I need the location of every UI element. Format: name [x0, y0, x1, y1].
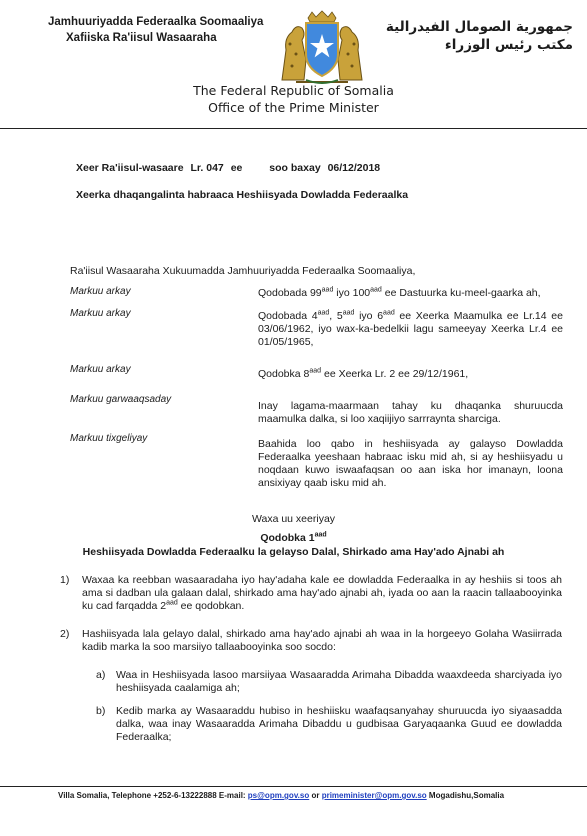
header-country-english: The Federal Republic of Somalia [193, 83, 394, 98]
reference-label: Xeer Ra'iisul-wasaare [76, 162, 184, 174]
article-title: Qodobka $1^{aad}$ [260, 531, 327, 544]
footer-city: Mogadishu,Somalia [426, 791, 505, 800]
consideration-text: Qodobada $99^{aad}$ iyo $100^{aad}$ ee Dastuurka ku-meel-gaarka ah, [258, 286, 541, 299]
consideration-label: Markuu garwaaqsaday [70, 394, 172, 405]
footer-email-link[interactable]: ps@opm.gov.so [247, 791, 310, 800]
consideration-text: Inay lagama-maarmaan tahay ku dhaqanka shuruucda maamulka dalka, si loo xaqiijiyo sarrraynta sharciga. [258, 400, 563, 425]
reference-suffix: ee [230, 162, 243, 174]
subitem-letter: a) [96, 669, 106, 681]
consideration-label: Markuu arkay [70, 286, 131, 297]
article-subitem: Kedib marka ay Wasaaraddu hubiso in heshiisku waafaqsanyahay shuruucda iyo siyaasadda dalka, waa inay Wasaaradda Arimaha Dibaddu u gudbisaa Garyaqaanka Guud ee dowladda Federaalka; [116, 705, 562, 743]
consideration-text: Baahida loo qabo in heshiisyada ay galayso Dowladda Federaalka yeeshaan habraac isku mid ah, si ay heshiisyadu u noqdaan kuwo iswaafaqsan oo aan iska hor imanayn, loona ansixiyay qaab isku mid ah. [258, 438, 563, 489]
header-english [0, 82, 587, 116]
left-leopard-icon [282, 27, 306, 80]
consideration-text: Qodobada $4^{aad}$, $5^{aad}$ iyo $6^{aad}$ ee Xeerka Maamulka ee Lr.14 ee 03/06/1962, iyo wax-ka-bedelkii lagu sameeyay Xeerka Lr.4 ee 01/05/1965, [258, 309, 563, 348]
decree-reference [76, 162, 380, 174]
item-number: 1) [60, 574, 70, 586]
article-subitem: Waa in Heshiisyada lasoo marsiiyaa Wasaaradda Arimaha Dibadda waaxdeeda sharciyada iyo heshiisyada caalamiga ah; [116, 669, 562, 694]
decree-subject: Xeerka dhaqangalinta habraaca Heshiisyada Dowladda Federaalka [76, 189, 409, 201]
decree-intro: Ra'iisul Wasaaraha Xukuumadda Jamhuuriyadda Federaalka Soomaaliya, [70, 265, 416, 277]
consideration-text: Qodobka $8^{aad}$ ee Xeerka Lr. 2 ee 29/12/1961, [258, 367, 469, 380]
header-office-somali: Xafiiska Ra'iisul Wasaaraha [66, 32, 217, 44]
footer-or: or [309, 791, 322, 800]
header-country-somali: Jamhuuriyadda Federaalka Soomaaliya [48, 16, 264, 28]
footer-address: Villa Somalia, Telephone +252-6-13222888 E-mail: [58, 791, 248, 800]
issued-label: soo baxay [269, 162, 321, 174]
right-leopard-icon [338, 27, 362, 80]
consideration-label: Markuu arkay [70, 308, 131, 319]
footer-contact [58, 791, 504, 800]
footer-divider [0, 786, 587, 787]
subitem-letter: b) [96, 705, 106, 717]
somalia-coat-of-arms-emblem [276, 10, 368, 88]
reference-number: Lr. 047 [190, 162, 224, 174]
header-somali [48, 14, 263, 46]
article-item: Waxaa ka reebban wasaaradaha iyo hay'adaha kale ee dowladda Federaalka in ay heshiis si toos ah ama si dadban ula galaan dalal, shirkado ama hay'ado ajnabi ah, iyada oo aan la raacin tallaabooyinka ku cad farqadda $2^{aad}$ ee qodobkan. [82, 574, 562, 612]
header-country-arabic: جمهورية الصومال الفيدرالية [385, 19, 573, 35]
consideration-label: Markuu arkay [70, 364, 131, 375]
decree-statement: Waxa uu xeeriyay [251, 513, 336, 525]
header-office-arabic: مكتب رئيس الوزراء [444, 37, 573, 53]
header-divider [0, 128, 587, 129]
header-arabic [386, 18, 573, 54]
issued-date: 06/12/2018 [327, 162, 381, 174]
item-number: 2) [60, 628, 70, 640]
header-office-english: Office of the Prime Minister [208, 100, 379, 115]
consideration-label: Markuu tixgeliyay [70, 433, 148, 444]
crown-icon [308, 11, 336, 22]
article-heading: Heshiisyada Dowladda Federaalku la gelayso Dalal, Shirkado ama Hay'ado Ajnabi ah [82, 546, 505, 558]
footer-email-link[interactable]: primeminister@opm.gov.so [321, 791, 427, 800]
article-item: Hashiisyada lala gelayo dalal, shirkado ama hay'ado ajnabi ah waa in la horgeeyo Golaha Wasiirrada kadib marka la soo marsiiyo tallaabooyinka soo socdo: [82, 628, 562, 653]
